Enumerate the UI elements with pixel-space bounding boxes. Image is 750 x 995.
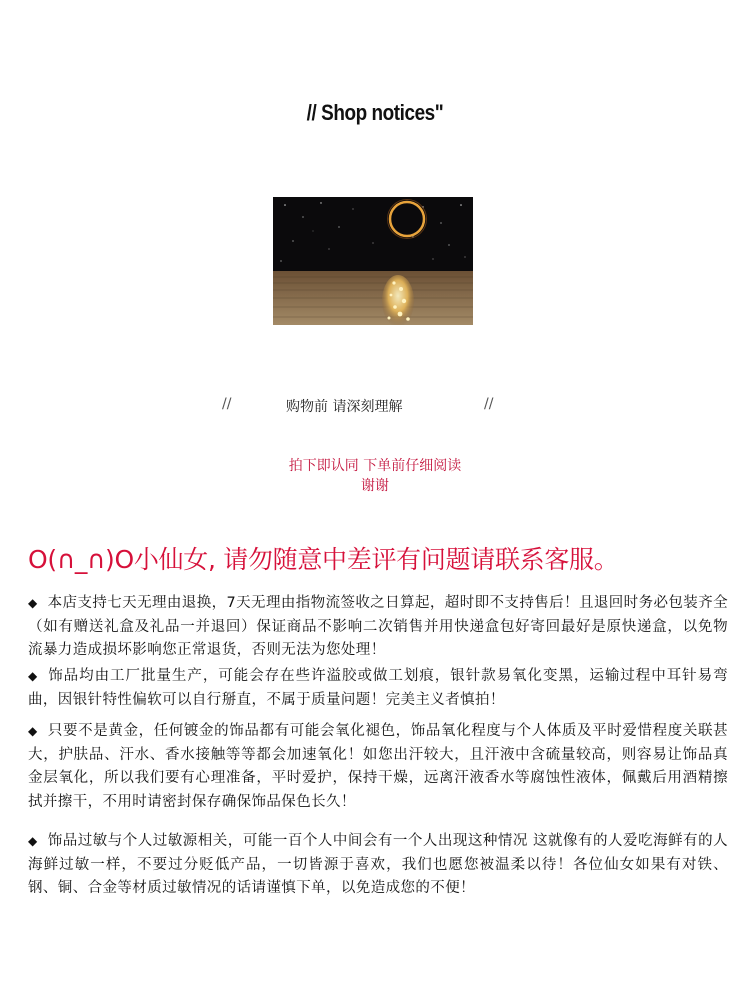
warning-banner: O(∩_∩)O小仙女, 请勿随意中差评有问题请联系客服。 [28, 545, 619, 574]
policy-paragraph-oxidation [28, 720, 728, 814]
notice-line-1: 拍下即认同 下单前仔细阅读 [288, 458, 462, 474]
subheading-left-slash: // [222, 396, 232, 412]
diamond-bullet-icon: ◆ [28, 596, 38, 610]
paragraph-text: 本店支持七天无理由退换，7天无理由指物流签收之日算起，超时即不支持售后！且退回时务必包装齐全（如有赠送礼盒及礼品一并退回）保证商品不影响二次销售并用快递盒包好寄回最好是原快递盒，以免物流暴力造成损坏影响您正常退货，否则无法为您处理！ [28, 595, 728, 658]
policy-paragraph-returns [28, 592, 728, 663]
subheading-text: 购物前 请深刻理解 [286, 399, 403, 415]
diamond-bullet-icon: ◆ [28, 834, 38, 848]
policy-paragraph-manufacturing [28, 665, 728, 712]
policy-paragraph-allergy [28, 830, 728, 901]
diamond-bullet-icon: ◆ [28, 724, 38, 738]
page-title: // Shop notices" [306, 100, 444, 125]
paragraph-text: 只要不是黄金，任何镀金的饰品都有可能会氧化褪色，饰品氧化程度与个人体质及平时爱惜程度关联甚大，护肤品、汗水、香水接触等等都会加速氧化！如您出汗较大，且汗液中含硫量较高，则容易让饰品真金层氧化，所以我们要有心理准备，平时爱护，保持干燥，远离汗液香水等腐蚀性液体，佩戴后用酒精擦拭并擦干，不用时请密封保存确保饰品保色长久！ [28, 723, 728, 810]
subheading-right-slash: // [484, 396, 494, 412]
paragraph-text: 饰品过敏与个人过敏源相关，可能一百个人中间会有一个人出现这种情况 这就像有的人爱吃海鲜有的人海鲜过敏一样，不要过分贬低产品，一切皆源于喜欢，我们也愿您被温柔以待！各位仙女如果有对铁、钢、铜、合金等材质过敏情况的话请谨慎下单，以免造成您的不便！ [28, 833, 728, 896]
paragraph-text: 饰品均由工厂批量生产，可能会存在些许溢胶或做工划痕，银针款易氧化变黑，运输过程中耳针易弯曲，因银针特性偏软可以自行掰直，不属于质量问题！完美主义者慎拍！ [28, 668, 728, 708]
moon-sea-image [273, 197, 473, 325]
moon-sea-illustration [273, 197, 473, 325]
notice-line-2: 谢谢 [361, 478, 389, 494]
diamond-bullet-icon: ◆ [28, 669, 38, 683]
